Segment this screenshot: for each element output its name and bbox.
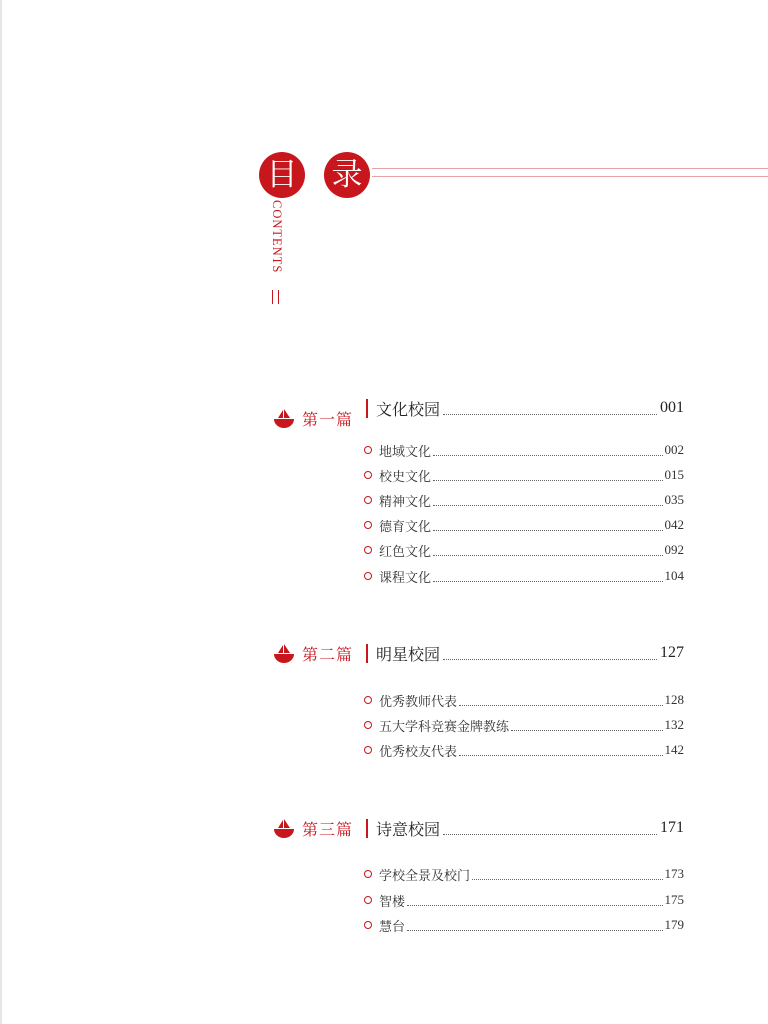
- circle-bullet-icon: [364, 572, 372, 580]
- entry-label: 红色文化: [379, 544, 432, 560]
- leader-dots: [433, 555, 662, 556]
- section-1-head: [272, 406, 353, 430]
- leader-dots: [407, 930, 662, 931]
- section-2-head: [272, 641, 353, 665]
- entry-label: 优秀教师代表: [379, 694, 458, 710]
- circle-bullet-icon: [364, 696, 372, 704]
- circle-bullet-icon: [364, 446, 372, 454]
- toc-entry[interactable]: [364, 515, 684, 535]
- leader-dots: [443, 834, 657, 835]
- section-title: 诗意校园: [376, 819, 441, 839]
- leader-dots: [472, 879, 662, 880]
- sail-boat-icon: [272, 643, 296, 663]
- title-char-lu: 录: [324, 152, 370, 198]
- section-label: 第二篇: [302, 644, 354, 664]
- section-2-title-row[interactable]: [366, 641, 684, 665]
- toc-entry[interactable]: [364, 715, 684, 735]
- leader-dots: [407, 905, 662, 906]
- entry-page: 015: [664, 467, 684, 482]
- section-bar: [366, 399, 368, 418]
- leader-dots: [433, 581, 662, 582]
- toc-entry[interactable]: [364, 740, 684, 760]
- circle-bullet-icon: [364, 721, 372, 729]
- toc-entry[interactable]: [364, 440, 684, 460]
- sail-boat-icon: [272, 818, 296, 838]
- section-1-title-row[interactable]: [366, 396, 684, 420]
- entry-label: 精神文化: [379, 494, 432, 510]
- entry-page: 104: [664, 568, 684, 583]
- toc-entry[interactable]: [364, 890, 684, 910]
- section-3-title-row[interactable]: [366, 816, 684, 840]
- section-label: 第三篇: [302, 819, 354, 839]
- circle-bullet-icon: [364, 921, 372, 929]
- title-line-top: [372, 168, 768, 169]
- leader-dots: [433, 480, 662, 481]
- section-3-head: [272, 816, 353, 840]
- title-line-bottom: [372, 176, 768, 177]
- entry-label: 学校全景及校门: [379, 868, 471, 884]
- circle-bullet-icon: [364, 546, 372, 554]
- section-page: 001: [660, 399, 684, 416]
- toc-entry[interactable]: [364, 465, 684, 485]
- toc-entry[interactable]: [364, 490, 684, 510]
- section-bar: [366, 644, 368, 663]
- entry-label: 地域文化: [379, 444, 432, 460]
- entry-page: 002: [664, 442, 684, 457]
- circle-bullet-icon: [364, 521, 372, 529]
- contents-subtitle: CONTENTS: [270, 200, 284, 274]
- entry-label: 慧台: [379, 919, 406, 935]
- leader-dots: [433, 530, 662, 531]
- leader-dots: [443, 414, 657, 415]
- toc-entry[interactable]: [364, 915, 684, 935]
- circle-bullet-icon: [364, 896, 372, 904]
- sail-boat-icon: [272, 408, 296, 428]
- entry-page: 175: [664, 892, 684, 907]
- toc-entry[interactable]: [364, 566, 684, 586]
- leader-dots: [433, 505, 662, 506]
- circle-bullet-icon: [364, 870, 372, 878]
- section-title: 明星校园: [376, 644, 441, 664]
- leader-dots: [511, 730, 662, 731]
- toc-entry[interactable]: [364, 540, 684, 560]
- circle-bullet-icon: [364, 496, 372, 504]
- leader-dots: [459, 755, 662, 756]
- entry-label: 德育文化: [379, 519, 432, 535]
- circle-bullet-icon: [364, 471, 372, 479]
- subtitle-bars: [272, 290, 280, 304]
- page-edge: [0, 0, 2, 1024]
- entry-page: 042: [664, 517, 684, 532]
- leader-dots: [433, 455, 662, 456]
- entry-page: 179: [664, 917, 684, 932]
- leader-dots: [459, 705, 662, 706]
- toc-entry[interactable]: [364, 864, 684, 884]
- entry-page: 142: [664, 742, 684, 757]
- section-page: 171: [660, 819, 684, 836]
- section-page: 127: [660, 644, 684, 661]
- section-label: 第一篇: [302, 409, 354, 429]
- entry-label: 智楼: [379, 894, 406, 910]
- entry-label: 校史文化: [379, 469, 432, 485]
- toc-entry[interactable]: [364, 690, 684, 710]
- section-title: 文化校园: [376, 399, 441, 419]
- entry-page: 092: [664, 542, 684, 557]
- entry-page: 035: [664, 492, 684, 507]
- title-char-mu: 目: [259, 152, 305, 198]
- entry-page: 173: [664, 866, 684, 881]
- entry-page: 128: [664, 692, 684, 707]
- entry-label: 课程文化: [379, 570, 432, 586]
- section-bar: [366, 819, 368, 838]
- circle-bullet-icon: [364, 746, 372, 754]
- entry-label: 优秀校友代表: [379, 744, 458, 760]
- entry-label: 五大学科竞赛金牌教练: [379, 719, 510, 735]
- leader-dots: [443, 659, 657, 660]
- entry-page: 132: [664, 717, 684, 732]
